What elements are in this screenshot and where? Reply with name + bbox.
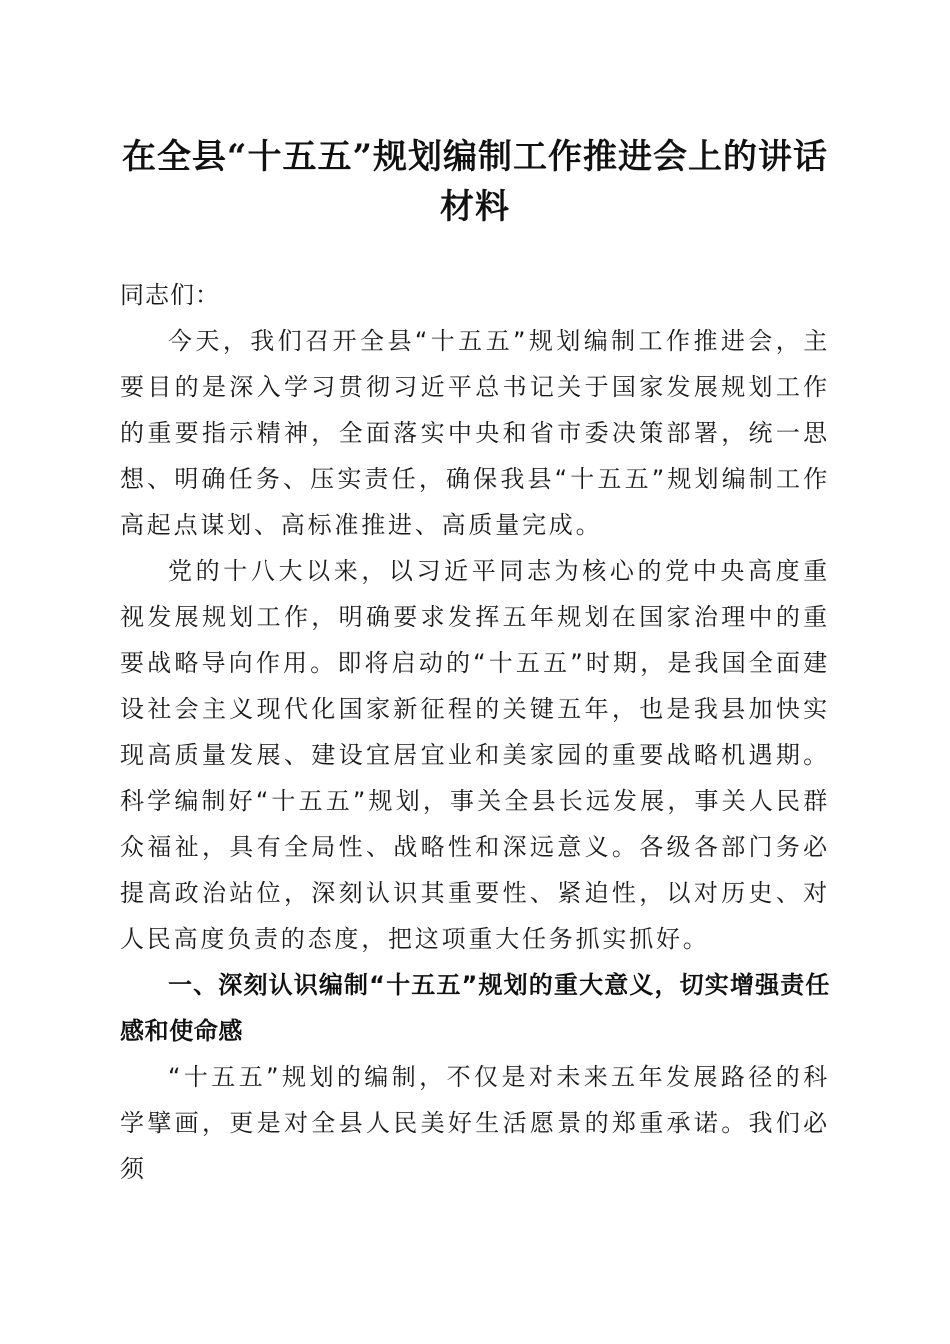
- document-title: 在全县“十五五”规划编制工作推进会上的讲话材料: [121, 137, 829, 227]
- paragraph-intro: 今天，我们召开全县“十五五”规划编制工作推进会，主要目的是深入学习贯彻习近平总书记关于国家发展规划工作的重要指示精神，全面落实中央和省市委决策部署，统一思想、明确任务、压实责任，确保我县“十五五”规划编制工作高起点谋划、高标准推进、高质量完成。: [120, 327, 830, 539]
- section-heading-1: 一、深刻认识编制“十五五”规划的重大意义，切实增强责任感和使命感: [120, 971, 830, 1045]
- paragraph-section-1: “十五五”规划的编制，不仅是对未来五年发展路径的科学擘画，更是对全县人民美好生活愿景的郑重承诺。我们必须: [120, 1063, 830, 1183]
- greeting: 同志们：: [120, 281, 220, 309]
- paragraph-background: 党的十八大以来，以习近平同志为核心的党中央高度重视发展规划工作，明确要求发挥五年规划在国家治理中的重要战略导向作用。即将启动的“十五五”时期，是我国全面建设社会主义现代化国家新征程的关键五年，也是我县加快实现高质量发展、建设宜居宜业和美家园的重要战略机遇期。科学编制好“十五五”规划，事关全县长远发展，事关人民群众福祉，具有全局性、战略性和深远意义。各级各部门务必提高政治站位，深刻认识其重要性、紧迫性，以对历史、对人民高度负责的态度，把这项重大任务抓实抓好。: [120, 557, 830, 953]
